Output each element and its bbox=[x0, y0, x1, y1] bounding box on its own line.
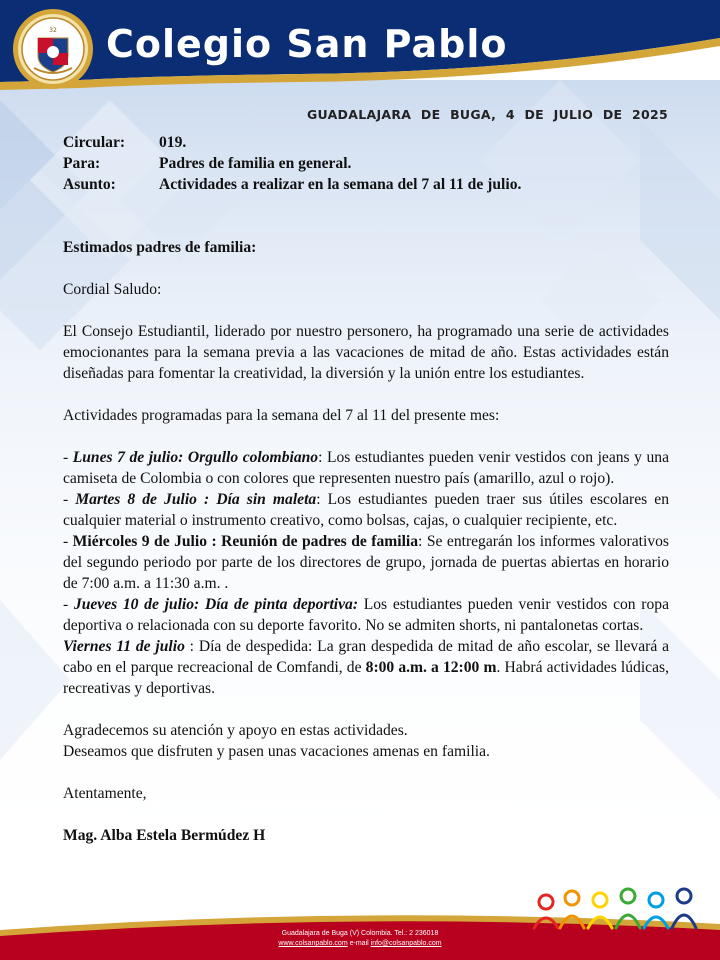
circular-row bbox=[63, 132, 669, 153]
activity-item bbox=[63, 489, 669, 531]
thanks-line: Agradecemos su atención y apoyo en estas actividades. bbox=[63, 722, 408, 739]
activity-title: Martes 8 de Julio : Día sin maleta bbox=[75, 491, 317, 508]
children-illustration-icon bbox=[528, 884, 708, 932]
intro-paragraph: El Consejo Estudiantil, liderado por nuestro personero, ha programado una serie de actividades emocionantes para la semana previa a las vacaciones de mitad de año. Estas actividades están diseñadas para fomentar la creatividad, la diversión y la unión entre los estudiantes. bbox=[63, 323, 669, 382]
activity-text: Los estudiantes pueden venir vestidos con ropa deportiva o relacionada con su deporte favorito. No se admiten shorts, ni pantalonetas cortas. bbox=[63, 596, 669, 634]
activity-item-friday bbox=[63, 636, 669, 699]
activities-intro: Actividades programadas para la semana del 7 al 11 del presente mes: bbox=[63, 407, 500, 424]
activity-prefix: - bbox=[63, 491, 76, 508]
letter-date: GUADALAJARA DE BUGA, 4 DE JULIO DE 2025 bbox=[306, 107, 668, 122]
footer-address: Guadalajara de Buga (V) Colombia. Tel.: 2 236018 bbox=[281, 930, 439, 937]
circular-value: 019. bbox=[159, 134, 187, 151]
closing: Atentamente, bbox=[63, 785, 147, 802]
activity-item bbox=[63, 594, 669, 636]
footer-links bbox=[0, 940, 720, 947]
asunto-value: Actividades a realizar en la semana del 7 al 11 de julio. bbox=[159, 176, 522, 193]
circular-label: Circular: bbox=[63, 134, 126, 151]
para-label: Para: bbox=[63, 155, 101, 172]
activity-item bbox=[63, 531, 669, 594]
activity-text: : Los estudiantes pueden venir vestidos con jeans y una camiseta de Colombia o con colores que representen nuestro país (amarillo, azul o rojo). bbox=[63, 449, 669, 487]
activity-title: Jueves 10 de julio: Día de pinta deportiva: bbox=[73, 596, 359, 613]
letter-body bbox=[63, 132, 669, 846]
friday-text-after: . Habrá actividades lúdicas, recreativas y deportivas. bbox=[63, 659, 669, 697]
activity-prefix: - bbox=[63, 533, 73, 550]
friday-time: 8:00 a.m. a 12:00 m bbox=[365, 659, 497, 676]
footer-website-link[interactable]: www.colsanpablo.com bbox=[278, 940, 348, 947]
signature: Mag. Alba Estela Bermúdez H bbox=[63, 827, 266, 844]
para-row bbox=[63, 153, 669, 174]
friday-title: Viernes 11 de julio bbox=[63, 638, 185, 655]
activity-prefix: - bbox=[63, 596, 74, 613]
activity-text: : Se entregarán los informes valorativos del segundo periodo por parte de los directores de grupo, jornada de puertas abiertas en horario de 7:00 a.m. a 11:30 a.m. . bbox=[63, 533, 669, 592]
salutation: Cordial Saludo: bbox=[63, 281, 162, 298]
activity-item bbox=[63, 447, 669, 489]
school-logo-icon bbox=[12, 8, 94, 90]
para-value: Padres de familia en general. bbox=[159, 155, 352, 172]
activity-title: Lunes 7 de julio: Orgullo colombiano bbox=[72, 449, 319, 466]
activity-prefix: - bbox=[63, 449, 73, 466]
footer-email-link[interactable]: info@colsanpablo.com bbox=[370, 940, 442, 947]
svg-text:32: 32 bbox=[49, 27, 57, 34]
footer-email-label: e-mail bbox=[349, 940, 369, 947]
activity-title: Miércoles 9 de Julio : Reunión de padres de familia bbox=[72, 533, 419, 550]
asunto-label: Asunto: bbox=[63, 176, 116, 193]
activity-text: : Los estudiantes pueden traer sus útiles escolares en cualquier material o instrumento creativo, como bolsas, cajas, o cualquier recipiente, etc. bbox=[63, 491, 669, 529]
asunto-row bbox=[63, 174, 669, 195]
greeting: Estimados padres de familia: bbox=[63, 239, 257, 256]
wishes-line: Deseamos que disfruten y pasen unas vacaciones amenas en familia. bbox=[63, 743, 490, 760]
school-name: Colegio San Pablo bbox=[106, 22, 508, 66]
friday-text-before: : Día de despedida: La gran despedida de mitad de año escolar, se llevará a cabo en el parque recreacional de Comfandi, de bbox=[63, 638, 669, 676]
